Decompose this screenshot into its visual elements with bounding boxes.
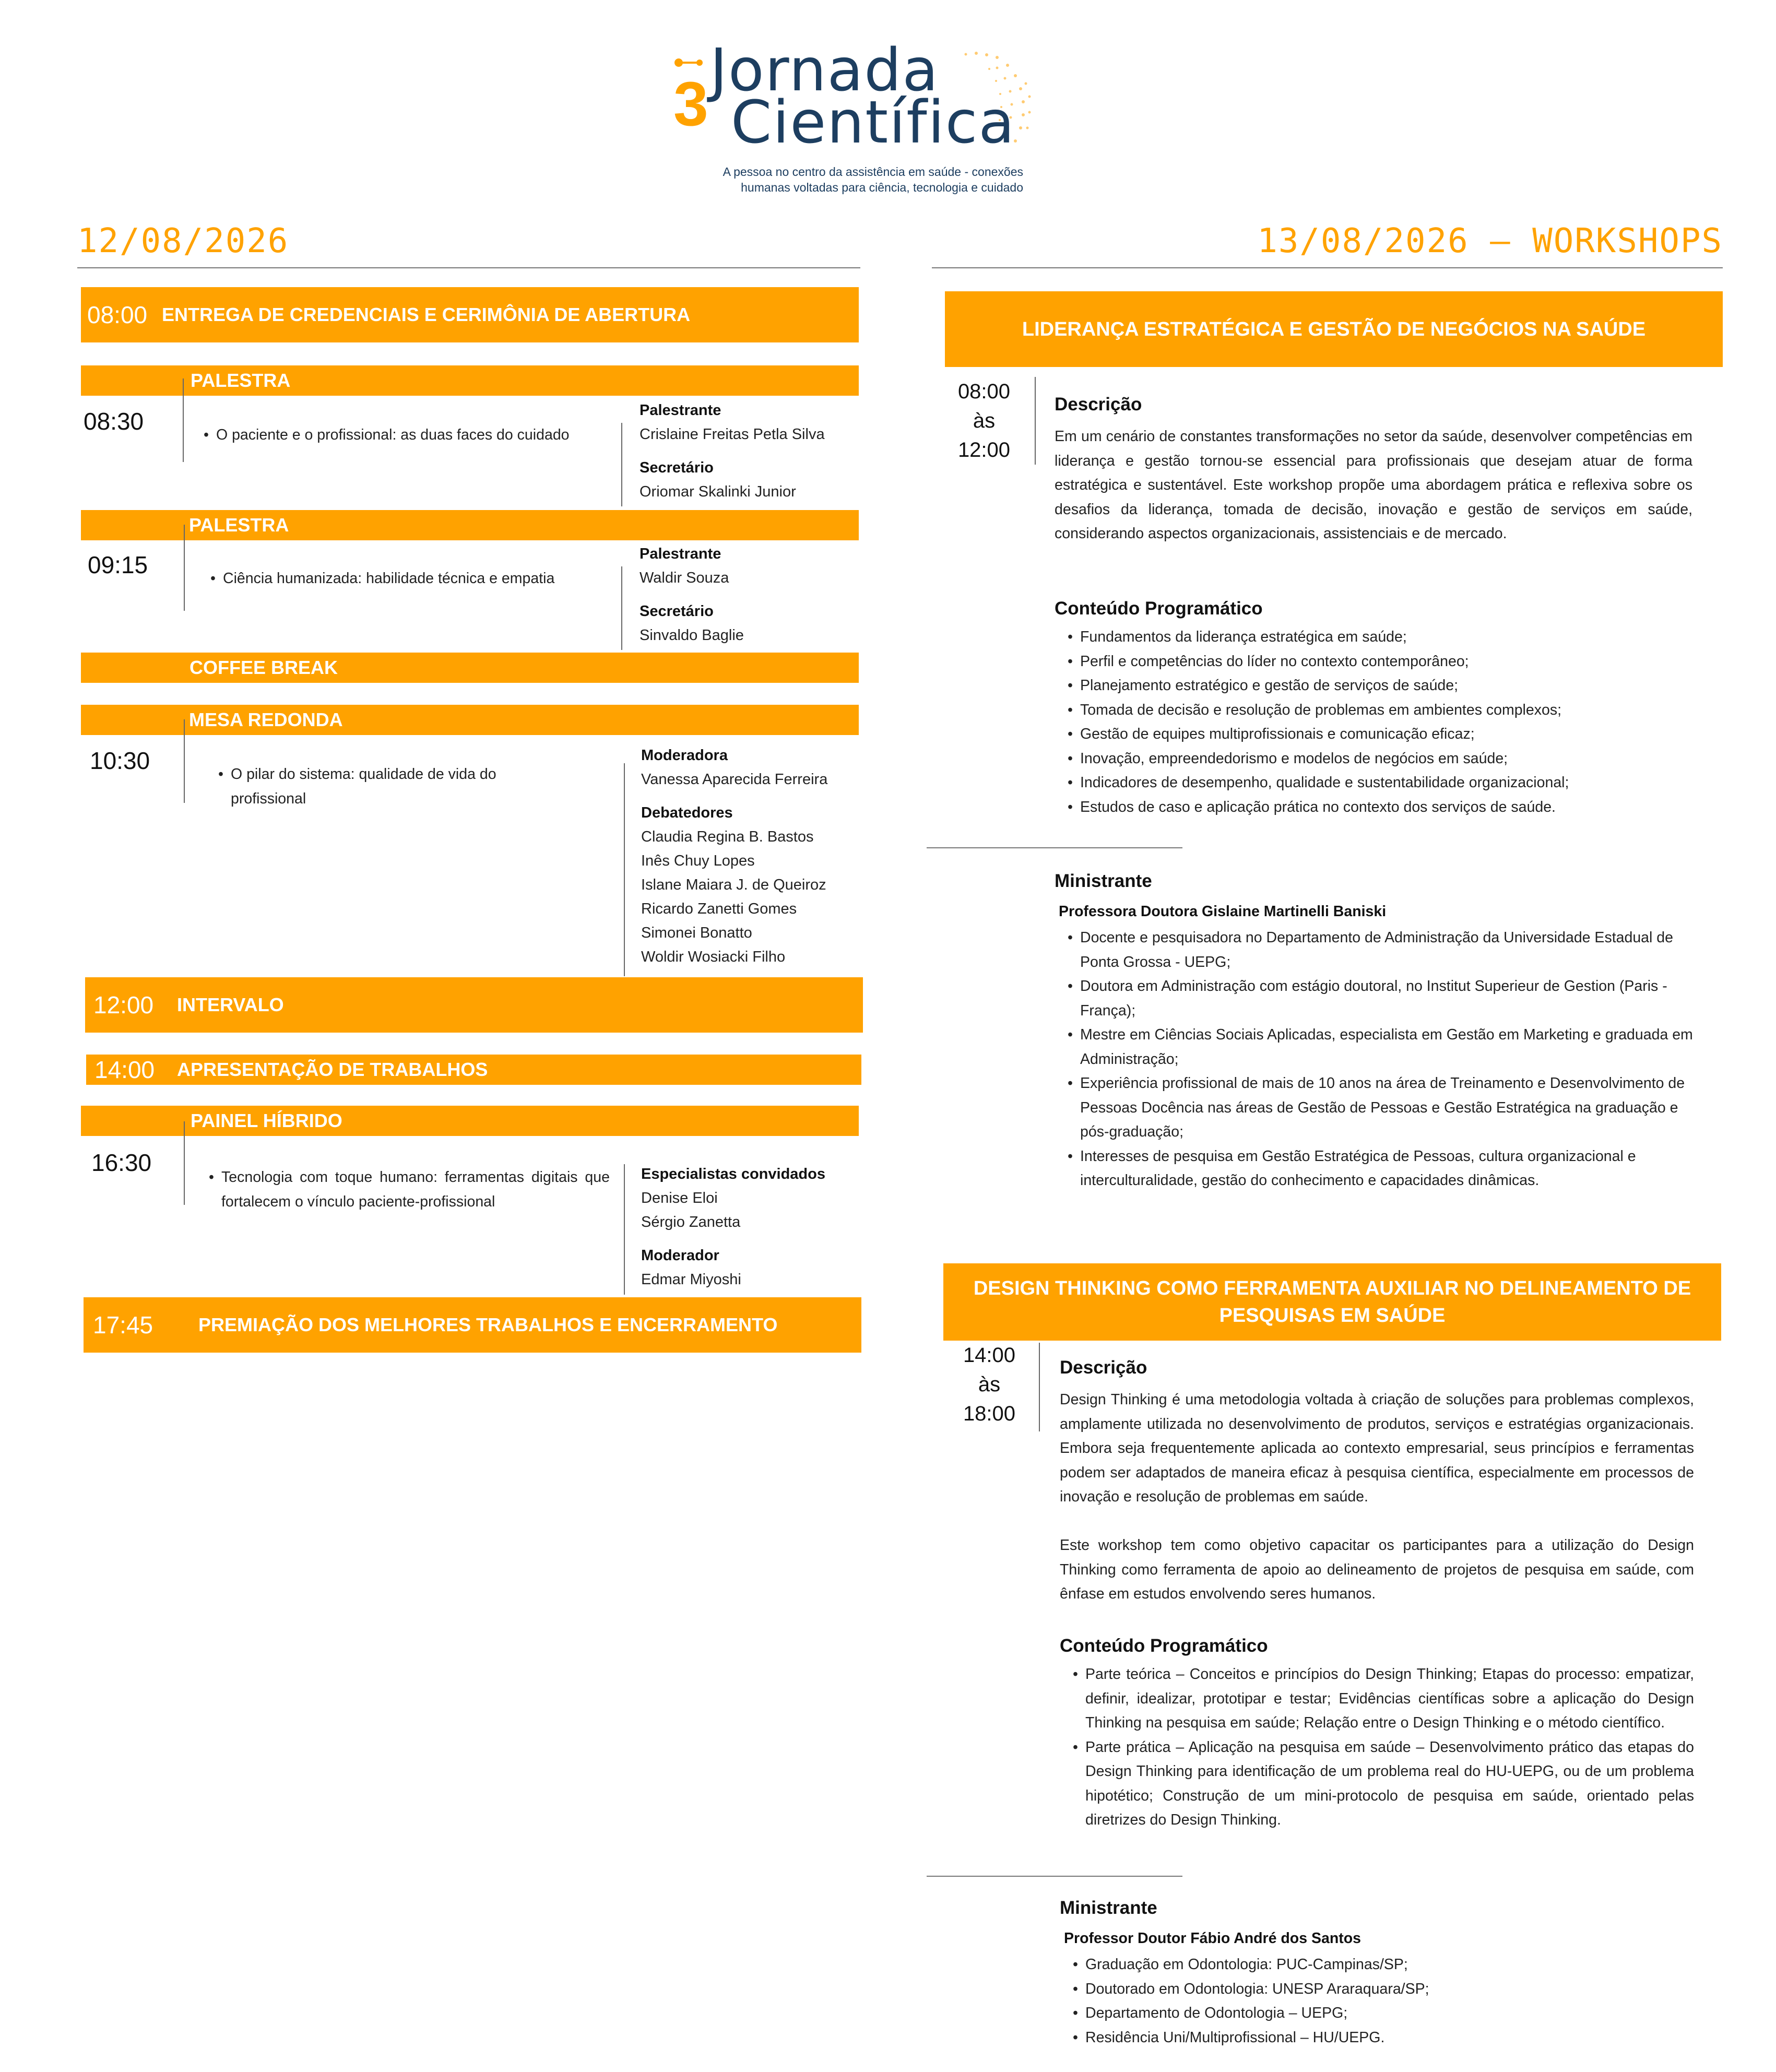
ws1-content-item: • Perfil e competências do líder no contexto contemporâneo; xyxy=(1068,649,1715,674)
ws2-title: DESIGN THINKING COMO FERRAMENTA AUXILIAR NO DELINEAMENTO DE PESQUISAS EM SAÚDE xyxy=(973,1277,1691,1327)
session1-people-divider xyxy=(621,423,622,506)
logo-edition: 3 xyxy=(673,69,708,139)
ws2-content-item: • Parte prática – Aplicação na pesquisa em saúde – Desenvolvimento prático das etapas do Design Thinking para identificação de um problema real do HU-UEPG, ou de um problema hipotético; Construção de um mini-protocolo de pesquisa em saúde, orientado pelas diretrizes do Design Thinking. xyxy=(1073,1735,1694,1832)
session3-debater-4: Ricardo Zanetti Gomes xyxy=(641,901,797,917)
session2-divider xyxy=(184,525,185,611)
ws2-bio-item: • Doutorado em Odontologia: UNESP Araraquara/SP; xyxy=(1073,1977,1699,2002)
session3-type: MESA REDONDA xyxy=(189,709,343,730)
session2-topic-list xyxy=(210,566,576,591)
session3-time: 10:30 xyxy=(90,747,150,774)
session3-topic: • O pilar do sistema: qualidade de vida do profissional xyxy=(218,762,573,811)
session4-people-divider xyxy=(624,1164,625,1295)
ws1-content-item: • Estudos de caso e aplicação prática no contexto dos serviços de saúde. xyxy=(1068,795,1715,820)
session4-type: PAINEL HÍBRIDO xyxy=(191,1110,342,1131)
session4-person2: Edmar Miyoshi xyxy=(641,1271,741,1288)
ws1-content-heading: Conteúdo Programático xyxy=(1055,598,1263,619)
session2-people-divider xyxy=(621,566,622,650)
session2-bar xyxy=(81,510,859,540)
ws2-separator xyxy=(927,1876,1182,1877)
presentation-bar xyxy=(86,1055,861,1085)
ws1-time xyxy=(940,377,1028,465)
session3-debater-1: Claudia Regina B. Bastos xyxy=(641,828,814,845)
session2-type: PALESTRA xyxy=(189,514,289,536)
session1-people xyxy=(640,398,825,504)
ws1-title-bar xyxy=(945,291,1723,367)
ws2-bio-item: • Graduação em Odontologia: PUC-Campinas/SP; xyxy=(1073,1952,1699,1977)
event-logo xyxy=(668,37,1044,204)
session1-person1: Crislaine Freitas Petla Silva xyxy=(640,426,825,443)
session1-time: 08:30 xyxy=(84,408,144,435)
ws2-bio-item: • Residência Uni/Multiprofissional – HU/UEPG. xyxy=(1073,2026,1699,2050)
ws1-content-item: • Planejamento estratégico e gestão de serviços de saúde; xyxy=(1068,673,1715,698)
closing-label: PREMIAÇÃO DOS MELHORES TRABALHOS E ENCERRAMENTO xyxy=(198,1314,778,1335)
ws1-bio-item: • Docente e pesquisadora no Departamento de Administração da Universidade Estadual de Ponta Grossa - UEPG; xyxy=(1068,926,1694,974)
session3-divider xyxy=(184,719,185,803)
session1-bar xyxy=(81,365,859,396)
logo-subtitle-1: A pessoa no centro da assistência em saúde - conexões xyxy=(723,165,1023,179)
opening-bar xyxy=(81,287,859,342)
ws1-content-item: • Tomada de decisão e resolução de problemas em ambientes complexos; xyxy=(1068,698,1715,723)
session1-topic: • O paciente e o profissional: as duas faces do cuidado xyxy=(204,423,579,447)
presentation-time: 14:00 xyxy=(94,1056,155,1083)
session4-guest-2: Sérgio Zanetta xyxy=(641,1214,741,1230)
ws2-time-sep: às xyxy=(978,1373,1001,1396)
session1-divider xyxy=(183,378,184,462)
session2-person2: Sinvaldo Baglie xyxy=(640,627,744,644)
session4-divider xyxy=(184,1121,185,1205)
ws1-time-end: 12:00 xyxy=(957,439,1011,461)
ws2-content-list xyxy=(1073,1662,1694,1832)
ws1-desc-heading: Descrição xyxy=(1055,394,1142,415)
session2-topic: • Ciência humanizada: habilidade técnica e empatia xyxy=(210,566,576,591)
ws1-content-list xyxy=(1068,625,1715,819)
session3-people-divider xyxy=(624,763,625,976)
day1-divider xyxy=(77,267,860,268)
session2-people xyxy=(640,542,744,647)
ws1-bio-item: • Mestre em Ciências Sociais Aplicadas, especialista em Gestão em Marketing e graduada em Administração; xyxy=(1068,1023,1694,1071)
session3-debater-2: Inês Chuy Lopes xyxy=(641,853,755,869)
ws2-desc-heading: Descrição xyxy=(1060,1357,1147,1378)
ws1-content-item: • Indicadores de desempenho, qualidade e sustentabilidade organizacional; xyxy=(1068,771,1715,795)
session2-role2: Secretário xyxy=(640,603,714,620)
day2-date: 13/08/2026 – WORKSHOPS xyxy=(1257,222,1723,261)
opening-time: 08:00 xyxy=(87,301,148,328)
ws2-time-start: 14:00 xyxy=(963,1344,1016,1367)
ws2-time xyxy=(945,1341,1034,1428)
session4-topic-list xyxy=(209,1165,610,1214)
ws1-time-start: 08:00 xyxy=(957,380,1011,403)
ws1-bio-item: • Doutora em Administração com estágio doutoral, no Institut Superieur de Gestion (Paris - França); xyxy=(1068,974,1694,1023)
day2-divider xyxy=(932,267,1723,268)
logo-subtitle-2: humanas voltadas para ciência, tecnologia e cuidado xyxy=(741,181,1023,194)
ws1-minister-heading: Ministrante xyxy=(1055,871,1152,891)
session3-role1: Moderadora xyxy=(641,747,728,764)
session3-person1: Vanessa Aparecida Ferreira xyxy=(641,771,828,788)
day1-date: 12/08/2026 xyxy=(77,222,289,261)
session3-topic-list xyxy=(218,762,573,811)
session4-time: 16:30 xyxy=(91,1149,152,1176)
ws1-bio-item: • Interesses de pesquisa em Gestão Estratégica de Pessoas, cultura organizacional e interculturalidade, gestão do conhecimento e capacidades dinâmicas. xyxy=(1068,1144,1694,1193)
opening-label: ENTREGA DE CREDENCIAIS E CERIMÔNIA DE ABERTURA xyxy=(162,304,691,325)
ws2-time-end: 18:00 xyxy=(963,1402,1016,1425)
session1-type: PALESTRA xyxy=(191,370,291,391)
coffee-break-bar xyxy=(81,653,859,683)
presentation-label: APRESENTAÇÃO DE TRABALHOS xyxy=(177,1059,488,1080)
session2-time: 09:15 xyxy=(88,551,148,578)
session2-person1: Waldir Souza xyxy=(640,570,729,586)
session3-debater-5: Simonei Bonatto xyxy=(641,925,752,941)
ws2-title-bar xyxy=(943,1263,1721,1341)
session3-bar xyxy=(81,705,859,735)
closing-time: 17:45 xyxy=(93,1311,153,1339)
session3-people xyxy=(641,743,827,969)
session1-role2: Secretário xyxy=(640,459,714,476)
session2-role1: Palestrante xyxy=(640,546,721,562)
closing-bar xyxy=(84,1297,861,1353)
ws2-content-heading: Conteúdo Programático xyxy=(1060,1636,1268,1656)
session4-bar xyxy=(81,1106,859,1136)
interval-label: INTERVALO xyxy=(177,994,284,1015)
session4-role2: Moderador xyxy=(641,1247,719,1264)
ws1-minister-name: Professora Doutora Gislaine Martinelli Baniski xyxy=(1059,903,1387,920)
ws2-description-2: Este workshop tem como objetivo capacitar os participantes para a utilização do Design Thinking como ferramenta de apoio ao delineamento de projetos de pesquisa em saúde, com ênfase em estudos envolvendo seres humanos. xyxy=(1060,1537,1694,1602)
ws1-time-sep: às xyxy=(973,409,996,432)
logo-connector-icon xyxy=(673,57,705,78)
ws2-description-1: Design Thinking é uma metodologia voltada à criação de soluções para problemas complexos, amplamente utilizada no desenvolvimento de produtos, serviços e estratégias organizacionais. Embora seja frequentemente aplicada ao contexto empresarial, seus princípios e ferramentas podem ser adaptados de maneira eficaz à pesquisa científica, especialmente em processos de inovação e resolução de problemas em saúde. xyxy=(1060,1391,1694,1505)
coffee-break-label: COFFEE BREAK xyxy=(190,657,338,678)
ws1-content-item: • Gestão de equipes multiprofissionais e comunicação eficaz; xyxy=(1068,722,1715,747)
session4-topic: • Tecnologia com toque humano: ferramentas digitais que fortalecem o vínculo paciente-profissional xyxy=(209,1165,610,1214)
ws2-time-divider xyxy=(1039,1343,1040,1431)
logo-title-line1: Jornada xyxy=(710,37,939,104)
session1-role1: Palestrante xyxy=(640,402,721,419)
session3-role2: Debatedores xyxy=(641,804,733,821)
ws1-title: LIDERANÇA ESTRATÉGICA E GESTÃO DE NEGÓCIOS NA SAÚDE xyxy=(1022,318,1646,340)
session4-guest-1: Denise Eloi xyxy=(641,1190,718,1206)
ws1-minister-bio xyxy=(1068,926,1694,1193)
interval-bar xyxy=(85,977,863,1033)
ws2-minister-name: Professor Doutor Fábio André dos Santos xyxy=(1064,1930,1361,1947)
ws2-minister-bio xyxy=(1073,1952,1699,2050)
session3-debater-3: Islane Maiara J. de Queiroz xyxy=(641,877,826,893)
ws1-content-item: • Fundamentos da liderança estratégica em saúde; xyxy=(1068,625,1715,649)
session4-people xyxy=(641,1162,825,1292)
ws1-time-divider xyxy=(1035,377,1036,465)
logo-title-line2: Científica xyxy=(731,89,1015,157)
interval-time: 12:00 xyxy=(93,991,154,1019)
ws1-content-item: • Inovação, empreendedorismo e modelos de negócios em saúde; xyxy=(1068,747,1715,771)
ws1-bio-item: • Experiência profissional de mais de 10 anos na área de Treinamento e Desenvolvimento de Pessoas Docência nas áreas de Gestão de Pessoas e Gestão Estratégica na graduação e pós-graduação; xyxy=(1068,1071,1694,1144)
session4-role1: Especialistas convidados xyxy=(641,1166,825,1182)
ws1-description: Em um cenário de constantes transformações no setor da saúde, desenvolver competências em liderança e gestão tornou-se essencial para profissionais que desejam atuar de forma estratégica e sustentável. Este workshop propõe uma abordagem prática e reflexiva sobre os desafios da liderança, tomada de decisão, inovação e gestão de serviços em saúde, considerando aspectos organizacionais, assistenciais e de mercado. xyxy=(1055,428,1692,542)
session3-debater-6: Woldir Wosiacki Filho xyxy=(641,949,786,965)
ws1-separator xyxy=(927,847,1182,848)
ws2-bio-item: • Departamento de Odontologia – UEPG; xyxy=(1073,2001,1699,2026)
ws2-minister-heading: Ministrante xyxy=(1060,1898,1157,1918)
session1-person2: Oriomar Skalinki Junior xyxy=(640,483,796,500)
ws2-content-item: • Parte teórica – Conceitos e princípios do Design Thinking; Etapas do processo: empatizar, definir, idealizar, prototipar e testar; Evidências científicas sobre a aplicação do Design Thinking na pesquisa em saúde; Relação entre o Design Thinking e o método científico. xyxy=(1073,1662,1694,1735)
session1-topic-list xyxy=(204,423,579,447)
